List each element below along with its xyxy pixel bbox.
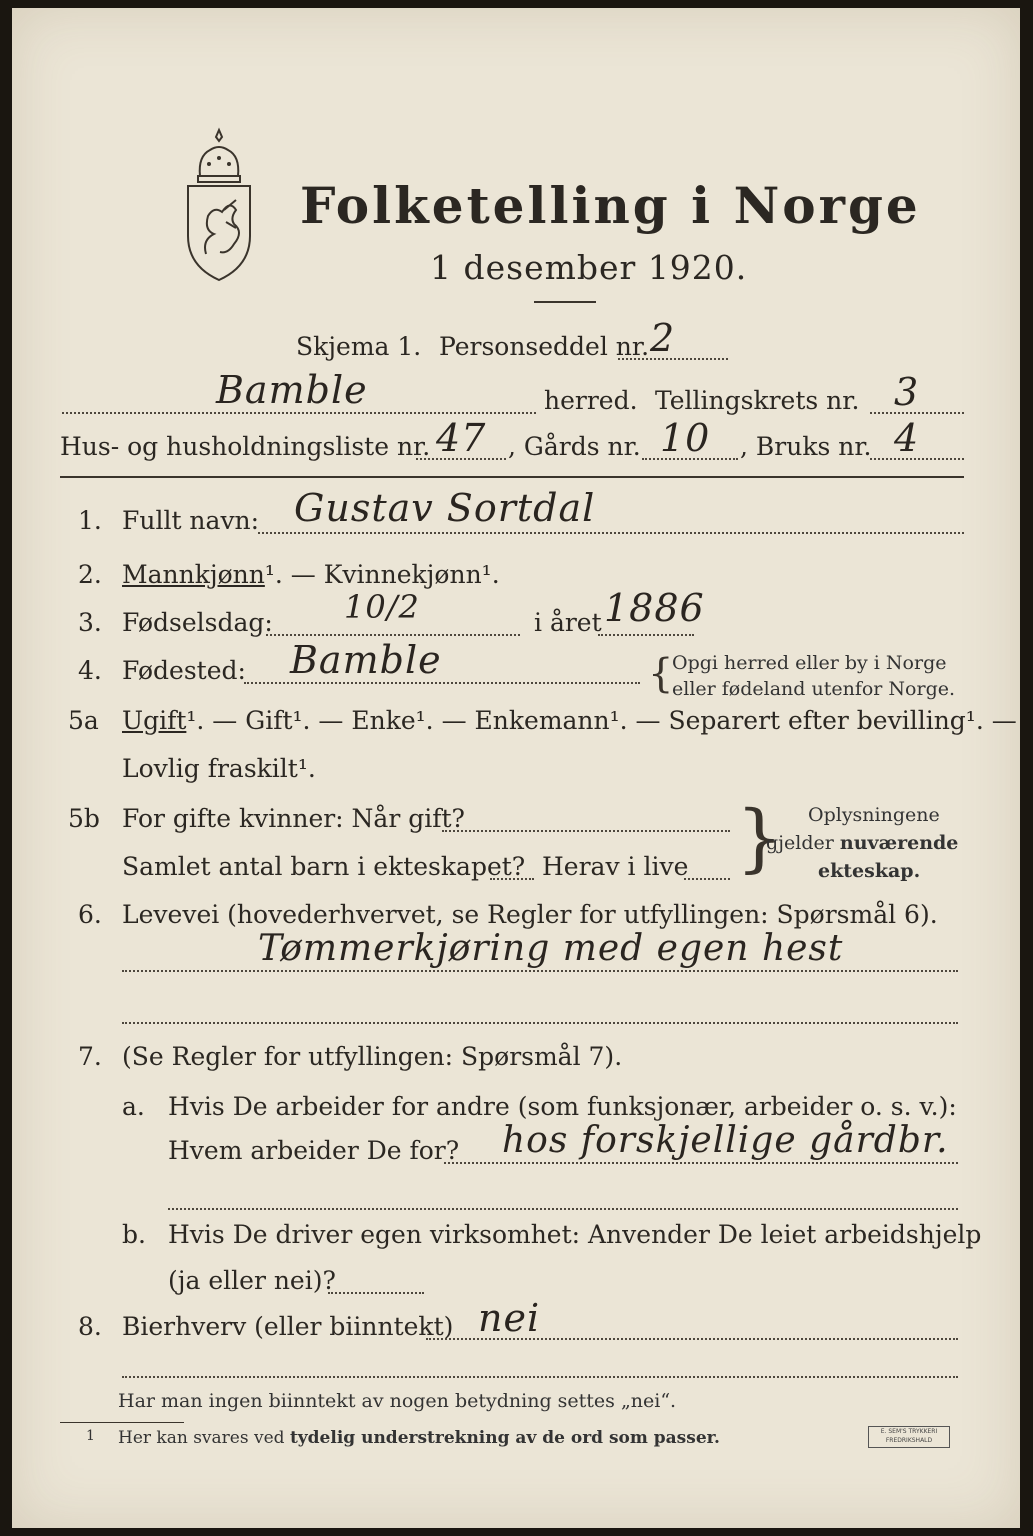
q4-note-line1: Opgi herred eller by i Norge — [672, 652, 947, 674]
q3-year-line — [598, 634, 694, 636]
footnote-text-a: Her kan svares ved — [118, 1428, 290, 1448]
printer-stamp-line2: FREDRIKSHALD — [885, 1437, 933, 1444]
personseddel-label: Personseddel nr. — [439, 332, 650, 361]
gards-label: , Gårds nr. — [508, 432, 641, 461]
q5a-line1 — [122, 706, 1017, 735]
q8-label: Bierhverv (eller biinntekt) — [122, 1312, 454, 1341]
tellingskrets-label: Tellingskrets nr. — [655, 386, 860, 415]
coat-of-arms-icon — [178, 126, 260, 284]
q5b-alive-line — [684, 878, 730, 880]
census-date: 1 desember 1920. — [430, 248, 748, 287]
q7a-line — [444, 1162, 958, 1164]
form-title: Folketelling i Norge — [300, 176, 921, 235]
q5b-line1: For gifte kvinner: Når gift? — [122, 804, 465, 833]
q7b-letter: b. — [122, 1220, 146, 1249]
bruks-label: , Bruks nr. — [740, 432, 872, 461]
q5b-children-line — [490, 878, 534, 880]
q5a-other-options: ¹. — Gift¹. — Enke¹. — Enkemann¹. — Separert efter bevilling¹. — — [186, 706, 1017, 735]
q5b-married-line — [442, 830, 730, 832]
herred-label: herred. — [544, 386, 638, 415]
q8-line-extra — [122, 1376, 958, 1378]
footnote-text — [118, 1428, 720, 1448]
gards-value: 10 — [660, 416, 711, 460]
q4-number: 4. — [78, 656, 102, 685]
q4-label: Fødested: — [122, 656, 246, 685]
footnote-divider — [60, 1422, 184, 1423]
q3-year-label: i året — [534, 608, 602, 637]
q5a-number: 5a — [68, 706, 99, 735]
herred-value: Bamble — [216, 368, 368, 412]
q8-number: 8. — [78, 1312, 102, 1341]
q5b-bracket: } — [736, 795, 784, 881]
q1-label: Fullt navn: — [122, 506, 260, 535]
q1-line — [258, 532, 964, 534]
q3-birthdate-value: 10/2 — [344, 588, 420, 626]
footnote-text-b: tydelig understrekning av de ord som passer. — [289, 1428, 720, 1448]
q2-male-option: Mannkjønn — [122, 560, 265, 589]
q5a-ugift-option: Ugift — [122, 706, 187, 735]
q7a-line1: Hvis De arbeider for andre (som funksjonær, arbeider o. s. v.): — [168, 1092, 957, 1121]
q5b-note-line1: Oplysningene — [808, 804, 940, 826]
herred-line — [62, 412, 536, 414]
q2-number: 2. — [78, 560, 102, 589]
q2-female-option: Kvinnekjønn¹. — [323, 560, 500, 589]
q5b-number: 5b — [68, 804, 100, 833]
q2-sex-options — [122, 560, 500, 589]
q3-date-line — [266, 634, 520, 636]
q7a-line-extra — [168, 1208, 958, 1210]
q6-number: 6. — [78, 900, 102, 929]
q3-number: 3. — [78, 608, 102, 637]
q4-note-line2: eller fødeland utenfor Norge. — [672, 678, 956, 700]
tellingskrets-value: 3 — [894, 370, 920, 414]
q1-full-name-value: Gustav Sortdal — [294, 486, 596, 530]
q7b-line2: (ja eller nei)? — [168, 1266, 336, 1295]
husliste-value: 47 — [436, 416, 487, 460]
q7-number: 7. — [78, 1042, 102, 1071]
q5b-note-gjelder: gjelder — [766, 832, 840, 854]
q7a-employer-value: hos forskjellige gårdbr. — [502, 1120, 949, 1161]
title-divider — [534, 301, 596, 303]
q2-separator: ¹. — — [264, 560, 324, 589]
q7a-letter: a. — [122, 1092, 145, 1121]
q4-birthplace-value: Bamble — [290, 638, 442, 682]
q4-line — [244, 682, 640, 684]
census-form — [12, 8, 1020, 1528]
q6-occupation-value: Tømmerkjøring med egen hest — [258, 928, 844, 969]
q5b-alive-label: Herav i live — [542, 852, 689, 881]
q4-bracket: { — [648, 651, 674, 697]
printer-stamp-line1: E. SEM'S TRYKKERI — [880, 1428, 938, 1435]
q3-year-value: 1886 — [604, 586, 705, 630]
personseddel-value: 2 — [650, 316, 676, 360]
header-divider — [60, 476, 964, 478]
q8-side-income-value: nei — [478, 1296, 541, 1340]
q3-label: Fødselsdag: — [122, 608, 273, 637]
printer-stamp — [868, 1426, 950, 1448]
q5b-children-label: Samlet antal barn i ekteskapet? — [122, 852, 526, 881]
q6-line2 — [122, 1022, 958, 1024]
q7-label: (Se Regler for utfyllingen: Spørsmål 7). — [122, 1042, 623, 1071]
husliste-label: Hus- og husholdningsliste nr. — [60, 432, 431, 461]
q6-line1 — [122, 970, 958, 972]
q7a-line2: Hvem arbeider De for? — [168, 1136, 460, 1165]
q5b-note-nuvaerende: nuværende — [839, 832, 959, 854]
q5a-line2: Lovlig fraskilt¹. — [122, 754, 316, 783]
bruks-value: 4 — [894, 416, 920, 460]
q1-number: 1. — [78, 506, 102, 535]
q7b-line — [328, 1292, 424, 1294]
q7b-line1: Hvis De driver egen virksomhet: Anvender De leiet arbeidshjelp — [168, 1220, 982, 1249]
footnote-number: 1 — [86, 1428, 95, 1444]
footer-note: Har man ingen biinntekt av nogen betydning settes „nei“. — [118, 1390, 677, 1412]
q6-label: Levevei (hovederhvervet, se Regler for utfyllingen: Spørsmål 6). — [122, 900, 938, 929]
skjema-label: Skjema 1. — [296, 332, 422, 361]
q5b-note-line3: ekteskap. — [818, 860, 921, 882]
q5b-note-line2 — [766, 830, 958, 856]
